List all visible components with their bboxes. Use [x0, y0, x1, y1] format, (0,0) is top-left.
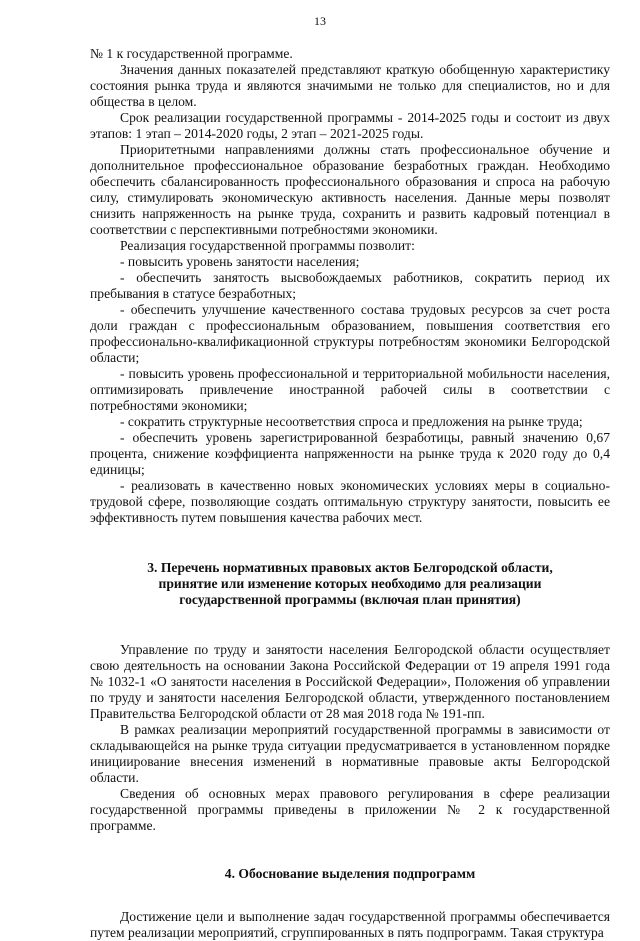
list-item: - обеспечить занятость высвобождаемых работников, сократить период их пребывания в статусе безработных; [90, 270, 610, 301]
list-item: - повысить уровень профессиональной и территориальной мобильности населения, оптимизировать привлечение иностранной рабочей силы в соответствии с потребностями экономики; [90, 366, 610, 413]
paragraph: Приоритетными направлениями должны стать профессиональное обучение и дополнительное профессиональное образование безработных граждан. Необходимо обеспечить сбалансированность профессионального образования и спроса на рабочую силу, стимулировать экономическую активность населения. Данные меры позволят снизить напряженность на рынке труда, сохранить и развить кадровый потенциал в соответствии с перспективными потребностями экономики. [90, 142, 610, 237]
list-item: - обеспечить улучшение качественного состава трудовых ресурсов за счет роста доли граждан с профессиональным образованием, повышения соответствия его профессионально-квалификационной структуры потребностям экономики Белгородской области; [90, 302, 610, 365]
section-3-heading [90, 560, 610, 608]
paragraph: Срок реализации государственной программы - 2014-2025 годы и состоит из двух этапов: 1 этап – 2014-2020 годы, 2 этап – 2021-2025 годы. [90, 110, 610, 141]
heading-line: 3. Перечень нормативных правовых актов Белгородской области, [147, 560, 553, 575]
list-item: - обеспечить уровень зарегистрированной безработицы, равный значению 0,67 процента, снижение коэффициента напряженности на рынке труда к 2020 году до 0,4 единицы; [90, 430, 610, 477]
paragraph: № 1 к государственной программе. [90, 46, 293, 61]
list-item: - реализовать в качественно новых экономических условиях меры в социально-трудовой сфере, позволяющие создать оптимальную структуру занятости, повысить ее эффективность путем повышения качества рабочих мест. [90, 478, 610, 525]
paragraph: В рамках реализации мероприятий государственной программы в зависимости от складывающейся на рынке труда ситуации предусматривается в установленном порядке инициирование внесения изменений в нормативные правовые акты Белгородской области. [90, 722, 610, 785]
heading-line: государственной программы (включая план принятия) [179, 592, 521, 607]
paragraph: Сведения об основных мерах правового регулирования в сфере реализации государственной программы приведены в приложении № 2 к государственной программе. [90, 786, 610, 833]
list-item: - сократить структурные несоответствия спроса и предложения на рынке труда; [120, 414, 583, 429]
paragraph: Управление по труду и занятости населения Белгородской области осуществляет свою деятельность на основании Закона Российской Федерации от 19 апреля 1991 года № 1032-1 «О занятости населения в Российской Федерации», Положения об управлении по труду и занятости населения Белгородской области, утвержденного постановлением Правительства Белгородской области от 28 мая 2018 года № 191-пп. [90, 642, 610, 721]
section-4-heading: 4. Обоснование выделения подпрограмм [224, 866, 476, 881]
document-body [90, 46, 610, 941]
list-item: - повысить уровень занятости населения; [120, 254, 360, 269]
heading-line: принятие или изменение которых необходимо для реализации [158, 576, 542, 591]
page-number: 13 [314, 14, 326, 28]
paragraph: Значения данных показателей представляют краткую обобщенную характеристику состояния рынка труда и являются значимыми не только для специалистов, но и для общества в целом. [90, 62, 610, 109]
paragraph: Достижение цели и выполнение задач государственной программы обеспечивается путем реализации мероприятий, сгруппированных в пять подпрограмм. Такая структура [90, 909, 610, 940]
paragraph: Реализация государственной программы позволит: [120, 238, 415, 253]
